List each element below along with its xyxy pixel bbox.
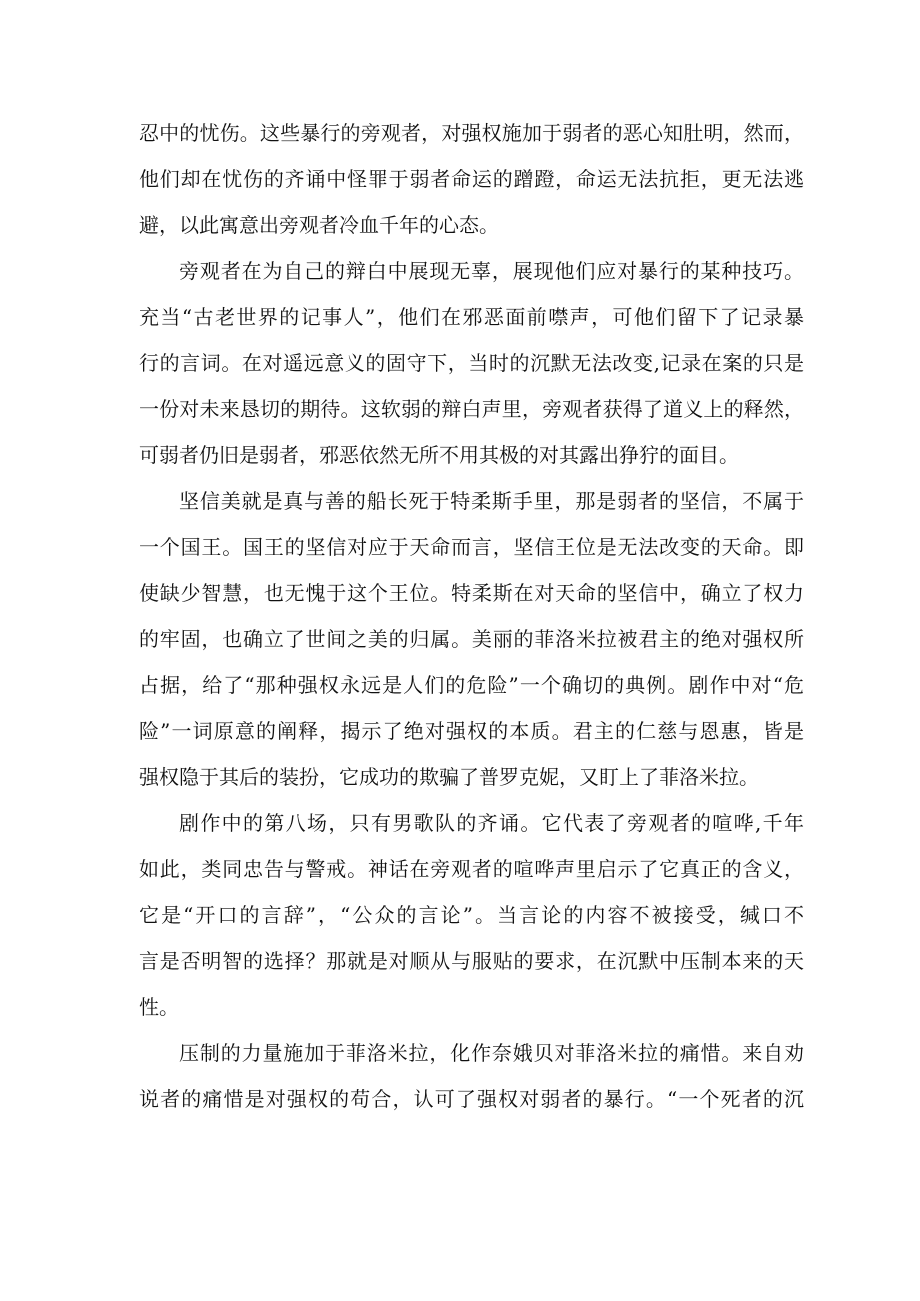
text-line: 避，以此寓意出旁观者冷血千年的心态。 bbox=[139, 213, 499, 237]
document-body bbox=[139, 110, 804, 1122]
paragraph bbox=[139, 800, 804, 1030]
text-line: 坚信美就是真与善的船长死于特柔斯手里，那是弱者的坚信，不属于 bbox=[179, 489, 804, 513]
paragraph bbox=[139, 248, 804, 478]
text-line: 压制的力量施加于菲洛米拉，化作奈娥贝对菲洛米拉的痛惜。来自劝 bbox=[179, 1041, 804, 1065]
text-line: 旁观者在为自己的辩白中展现无辜，展现他们应对暴行的某种技巧。 bbox=[179, 259, 804, 283]
text-line: 剧作中的第八场，只有男歌队的齐诵。它代表了旁观者的喧哗,千年 bbox=[179, 811, 804, 835]
paragraph bbox=[139, 1030, 804, 1122]
text-line: 占据，给了“那种强权永远是人们的危险”一个确切的典例。剧作中对“危 bbox=[139, 673, 804, 697]
text-line: 一份对未来恳切的期待。这软弱的辩白声里，旁观者获得了道义上的释然， bbox=[139, 397, 804, 421]
text-line: 它是“开口的言辞”，“公众的言论”。当言论的内容不被接受，缄口不 bbox=[139, 903, 804, 927]
text-line: 使缺少智慧，也无愧于这个王位。特柔斯在对天命的坚信中，确立了权力 bbox=[139, 581, 804, 605]
text-line: 言是否明智的选择？那就是对顺从与服贴的要求，在沉默中压制本来的天 bbox=[139, 949, 804, 973]
text-line: 如此，类同忠告与警戒。神话在旁观者的喧哗声里启示了它真正的含义， bbox=[139, 857, 804, 881]
text-line: 他们却在忧伤的齐诵中怪罪于弱者命运的蹭蹬，命运无法抗拒，更无法逃 bbox=[139, 167, 804, 191]
paragraph bbox=[139, 478, 804, 800]
text-line: 强权隐于其后的装扮，它成功的欺骗了普罗克妮，又盯上了菲洛米拉。 bbox=[139, 765, 759, 789]
text-line: 的牢固，也确立了世间之美的归属。美丽的菲洛米拉被君主的绝对强权所 bbox=[139, 627, 804, 651]
text-line: 说者的痛惜是对强权的苟合，认可了强权对弱者的暴行。“一个死者的沉 bbox=[139, 1087, 804, 1111]
text-line: 可弱者仍旧是弱者，邪恶依然无所不用其极的对其露出狰狞的面目。 bbox=[139, 443, 739, 467]
text-line: 一个国王。国王的坚信对应于天命而言，坚信王位是无法改变的天命。即 bbox=[139, 535, 804, 559]
text-line: 性。 bbox=[139, 995, 179, 1019]
text-line: 险”一词原意的阐释，揭示了绝对强权的本质。君主的仁慈与恩惠，皆是 bbox=[139, 719, 804, 743]
text-line: 忍中的忧伤。这些暴行的旁观者，对强权施加于弱者的恶心知肚明，然而， bbox=[139, 121, 804, 145]
text-line: 行的言词。在对遥远意义的固守下，当时的沉默无法改变,记录在案的只是 bbox=[139, 351, 804, 375]
paragraph bbox=[139, 110, 804, 248]
text-line: 充当“古老世界的记事人”，他们在邪恶面前噤声，可他们留下了记录暴 bbox=[139, 305, 804, 329]
